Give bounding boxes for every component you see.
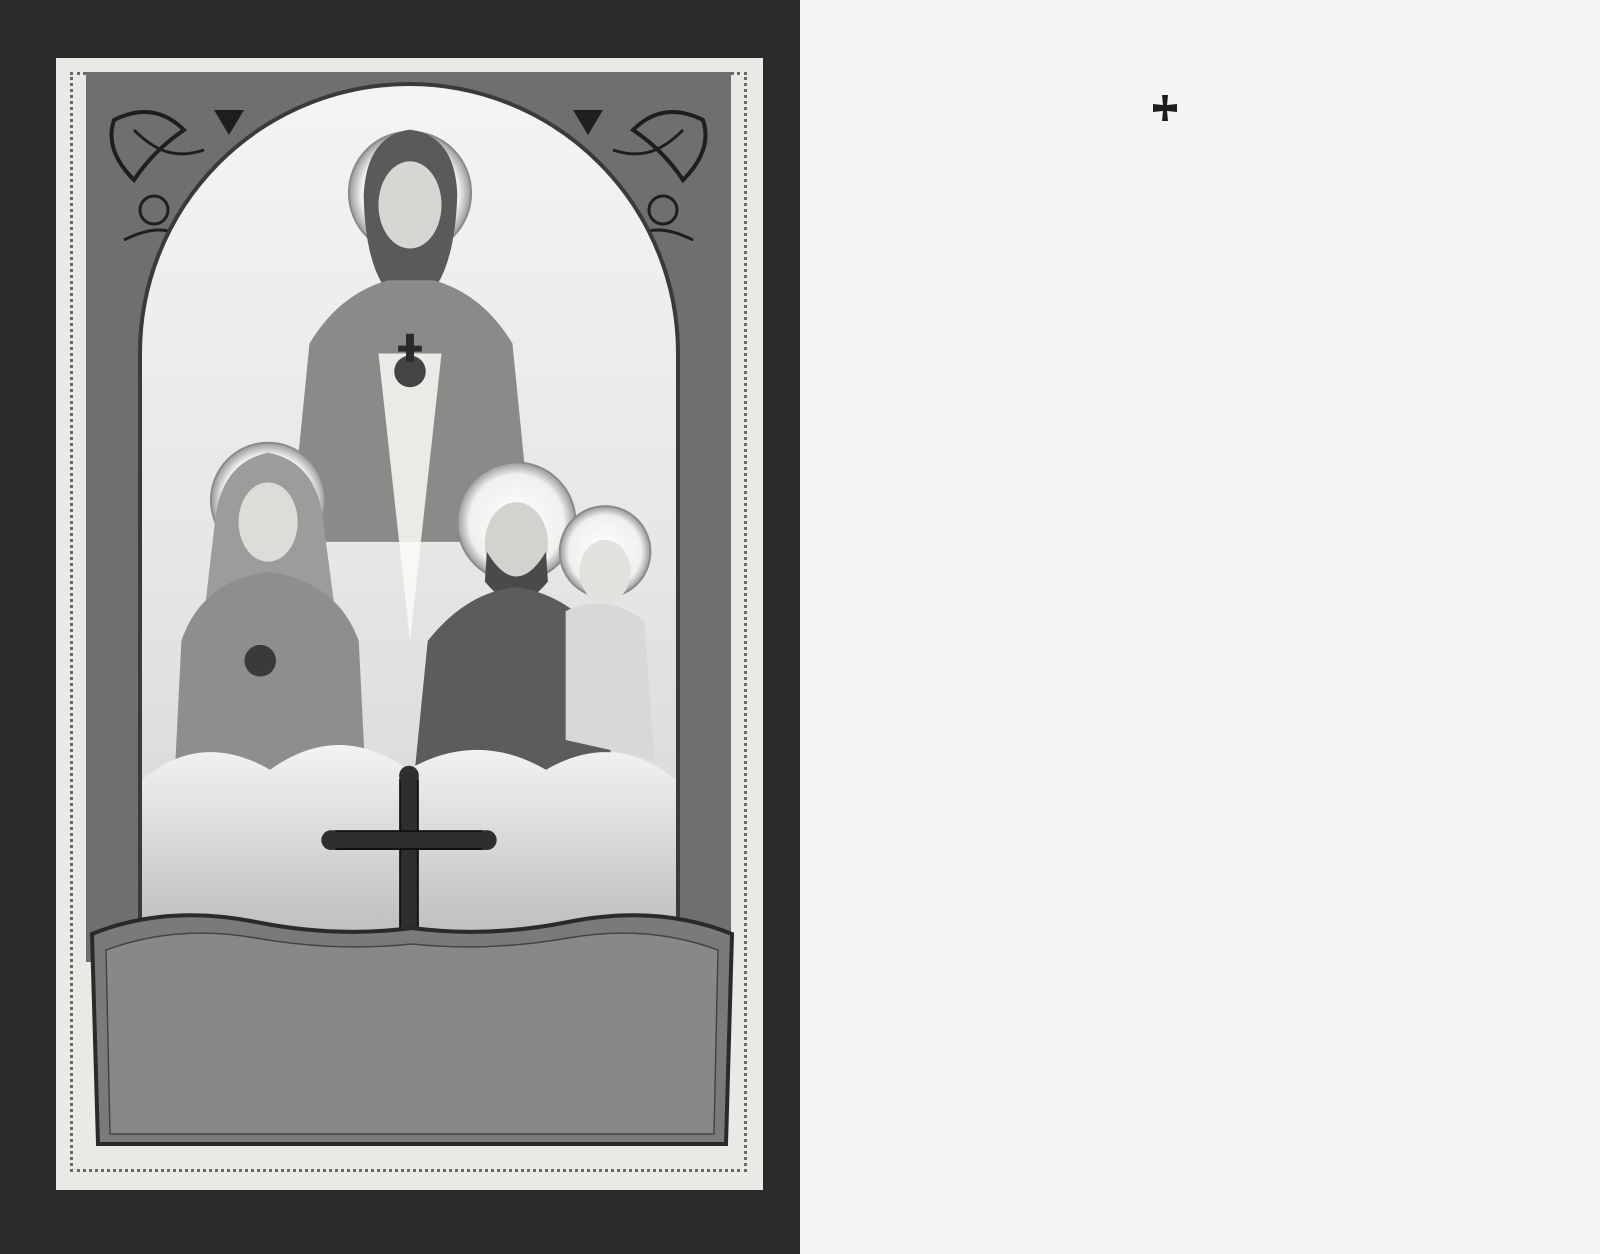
card-paper	[56, 58, 763, 1190]
ornamental-border	[800, 0, 1600, 1254]
prayer-plaque	[86, 894, 738, 1164]
holy-family-illustration	[138, 82, 680, 962]
cross-pattee-icon	[1153, 95, 1177, 121]
arch-panel	[86, 72, 731, 962]
holy-card-text-side	[800, 0, 1600, 1254]
